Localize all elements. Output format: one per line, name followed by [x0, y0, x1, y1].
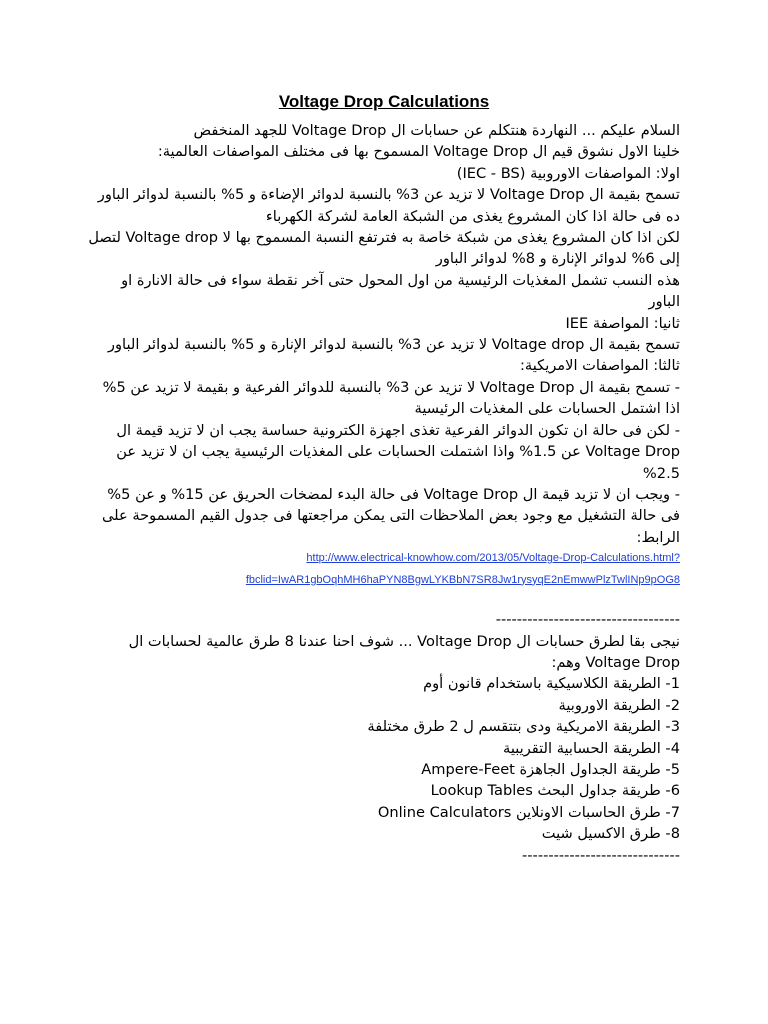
list-item: 4- الطريقة الحسابية التقريبية: [503, 739, 680, 757]
paragraph: لكن اذا كان المشروع يغذى من شبكة خاصة به فترتفع النسبة المسموح بها لا Voltage drop لتصل إلى 6% لدوائر الإنارة و 8% لدوائر الباور: [88, 229, 680, 268]
paragraph: - لكن فى حالة ان تكون الدوائر الفرعية تغذى اجهزة الكترونية حساسة يجب ان لا تزيد قيمة ال Voltage Drop عن 1.5% واذا اشتملت الحسابات على المغذيات الرئيسية يجب ان لا تزيد عن 2.5%: [116, 421, 680, 482]
list-item: 6- طريقة جداول البحث Lookup Tables: [430, 782, 680, 800]
document-body-part-2: [88, 631, 680, 845]
document-title: Voltage Drop Calculations: [278, 92, 490, 111]
paragraph: ثانيا: المواصفة IEE: [565, 314, 680, 332]
list-item: 3- الطريقة الامريكية ودى بتتقسم ل 2 طرق مختلفة: [367, 718, 680, 736]
reference-link-line-2[interactable]: fbclid=IwAR1gbOqhMH6haPYN8BgwLYKBbN7SR8Jw1rysyqE2nEmwwPlzTwlINp9pOG8: [245, 573, 680, 586]
list-item: 1- الطريقة الكلاسيكية باستخدام قانون أوم: [423, 675, 680, 693]
reference-link-line-1[interactable]: http://www.electrical-knowhow.com/2013/05/Voltage-Drop-Calculations.html?: [306, 552, 680, 565]
paragraph: خلينا الاول نشوق قيم ال Voltage Drop المسموح بها فى مختلف المواصفات العالمية:: [157, 143, 680, 161]
document-page: [88, 92, 680, 866]
spacer: [88, 591, 680, 609]
dashed-divider: -----------------------------------: [495, 611, 680, 629]
document-body-part-1: [88, 120, 680, 548]
list-item: 5- طريقة الجداول الجاهزة Ampere-Feet: [421, 760, 680, 778]
dashed-divider: ------------------------------: [522, 846, 680, 864]
list-item: 8- طرق الاكسيل شيت: [541, 825, 680, 843]
paragraph: هذه النسب تشمل المغذيات الرئيسية من اول المحول حتى آخر نقطة سواء فى حالة الانارة او الباور: [121, 271, 680, 311]
paragraph: اولا: المواصفات الاوروبية (IEC - BS): [456, 164, 680, 182]
paragraph: - تسمح بقيمة ال Voltage Drop لا تزيد عن 3% بالنسبة للدوائر الفرعية و بقيمة لا تزيد عن 5% اذا اشتمل الحسابات على المغذيات الرئيسية: [102, 378, 680, 418]
paragraph: - ويجب ان لا تزيد قيمة ال Voltage Drop فى حالة البدء لمضخات الحريق عن 15% و عن 5% فى حالة التشغيل مع وجود بعض الملاحظات التى يمكن مراجعتها فى جدول القيم المسموحة على الرابط:: [102, 485, 680, 546]
paragraph: تسمح بقيمة ال Voltage Drop لا تزيد عن 3% بالنسبة لدوائر الإضاءة و 5% بالنسبة لدوائر الباور ده فى حالة اذا كان المشروع يغذى من الشبكة العامة لشركة الكهرباء: [97, 186, 680, 225]
list-item: 2- الطريقة الاوروبية: [558, 696, 680, 714]
paragraph: السلام عليكم ... النهاردة هنتكلم عن حسابات ال Voltage Drop للجهد المنخفض: [193, 122, 680, 139]
reference-link[interactable]: [88, 548, 680, 591]
paragraph: تسمح بقيمة ال Voltage drop لا تزيد عن 3% بالنسبة لدوائر الإنارة و 5% بالنسبة لدوائر الباور: [107, 336, 680, 354]
list-item: 7- طرق الحاسبات الاونلاين Online Calculators: [377, 803, 680, 821]
paragraph: نيجى بقا لطرق حسابات ال Voltage Drop ... شوف احنا عندنا 8 طرق عالمية لحسابات ال Voltage Drop وهم:: [128, 632, 680, 671]
paragraph: ثالثا: المواصفات الامريكية:: [519, 357, 680, 375]
